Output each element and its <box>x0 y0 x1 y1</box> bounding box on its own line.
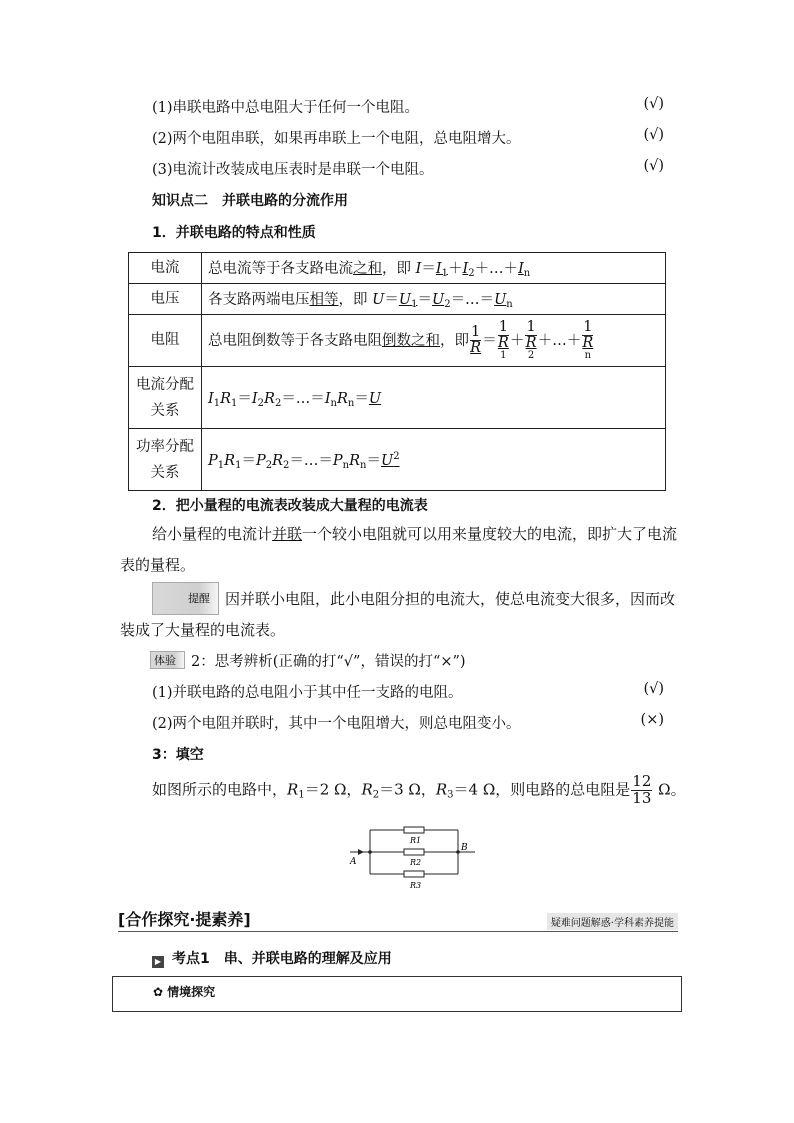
fill-heading: 3：填空 <box>152 747 204 763</box>
coop-section-bar <box>118 905 678 932</box>
list-item-1: (1)串联电路中总电阻大于任何一个电阻。 <box>152 100 420 116</box>
row-content: 总电流等于各支路电流之和，即 $I=I_1+I_2+\dots+I_n$ <box>202 253 666 284</box>
experience-line: 体验 2：思考辨析(正确的打“√”，错误的打“×”) <box>150 650 466 671</box>
tip-tag: 提醒 <box>152 582 219 615</box>
answer-mark-3: (√) <box>643 158 664 174</box>
heading-1: 1．并联电路的特点和性质 <box>152 225 316 241</box>
answer-mark-2: (√) <box>643 127 664 143</box>
row-content: $I_1R_1=I_2R_2=\dots=I_nR_n=U$ <box>202 367 666 429</box>
experience-tag: 体验 <box>150 651 185 669</box>
paragraph-shunt: 给小量程的电流计并联一个较小电阻就可以用来量度较大的电流，即扩大了电流表的量程。 <box>120 525 678 574</box>
answer-mark-4: (√) <box>643 681 664 697</box>
r2-label: R2 <box>410 858 422 867</box>
row-label: 电流分配关系 <box>129 367 202 429</box>
circuit-diagram <box>340 822 480 892</box>
resistor-r3 <box>404 871 424 877</box>
kp-line: ▶ 考点1 串、并联电路的理解及应用 <box>152 948 392 968</box>
list-item-4: (1)并联电路的总电阻小于其中任一支路的电阻。 <box>152 685 463 701</box>
section-title: 知识点二 并联电路的分流作用 <box>152 193 348 209</box>
r3-label: R3 <box>410 881 422 890</box>
r1-label: R1 <box>410 836 422 845</box>
table-row <box>129 429 666 491</box>
node-a-label: A <box>350 857 357 867</box>
row-content: 各支路两端电压相等，即 $U=U_1=U_2=\dots=U_n$ <box>202 284 666 315</box>
heading-2: 2．把小量程的电流表改装成大量程的电流表 <box>152 498 428 514</box>
table-row <box>129 315 666 367</box>
table-row <box>129 253 666 284</box>
parallel-properties-table <box>128 252 666 491</box>
tip-paragraph: 提醒 因并联小电阻，此小电阻分担的电流大，使总电流变大很多，因而改装成了大量程的电流表。 <box>120 582 680 646</box>
table-row <box>129 367 666 429</box>
answer-mark-1: (√) <box>643 96 664 112</box>
list-item-2: (2)两个电阻串联，如果再串联上一个电阻，总电阻增大。 <box>152 131 521 147</box>
row-label: 电流 <box>129 253 202 284</box>
coop-subtitle: 疑难问题解惑·学科素养提能 <box>547 913 678 930</box>
table-row <box>129 284 666 315</box>
situation-box <box>112 976 682 1012</box>
row-label: 电阻 <box>129 315 202 367</box>
row-label: 电压 <box>129 284 202 315</box>
fill-question: 如图所示的电路中，$R_1=2$ Ω，$R_2=3$ Ω，$R_3=4$ Ω，则电路的总电阻是 $\frac{12}{13}$ Ω。 <box>152 772 686 807</box>
leaf-icon: ✿ <box>153 985 164 999</box>
answer-mark-5: (×) <box>640 712 664 728</box>
row-label: 功率分配关系 <box>129 429 202 491</box>
row-content: 总电阻倒数等于各支路电阻倒数之和，即 $\frac{1}{R}$ ＝ 1 R 1 ＋ 1 R 2 ＋…＋ 1 R n <box>202 315 666 367</box>
node-b-label: B <box>461 843 468 853</box>
list-item-3: (3)电流计改装成电压表时是串联一个电阻。 <box>152 162 434 178</box>
list-item-5: (2)两个电阻并联时，其中一个电阻增大，则总电阻变小。 <box>152 716 521 732</box>
resistor-r1 <box>404 827 424 833</box>
resistor-r2 <box>404 849 424 855</box>
row-content: $P_1R_1=P_2R_2=\dots=P_nR_n=U^2$ <box>202 429 666 491</box>
coop-title: [合作探究·提素养] <box>118 910 251 929</box>
play-icon: ▶ <box>152 956 164 968</box>
situation-title: ✿ 情境探究 <box>153 985 216 999</box>
